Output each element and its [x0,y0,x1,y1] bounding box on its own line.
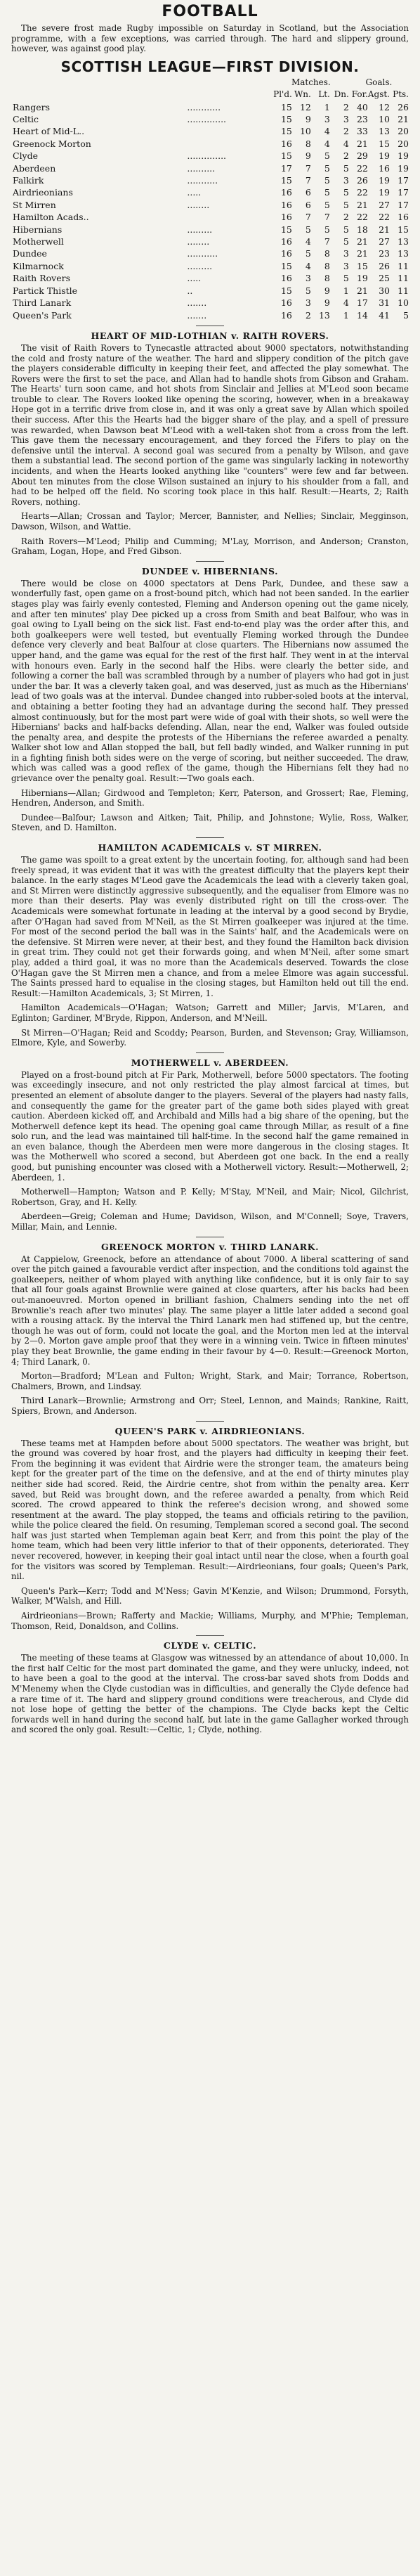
divider-rule [196,1421,224,1422]
lost-cell: 8 [324,260,330,271]
lost-cell: 7 [324,212,330,223]
league-row [11,247,409,259]
league-table-body [11,101,409,321]
won-cell: 7 [305,175,311,186]
drawn-cell: 2 [343,101,349,112]
goals-for-cell: 40 [356,101,368,112]
match-heading: GREENOCK MORTON v. THIRD LANARK. [100,1241,320,1252]
drawn-cell: 2 [343,126,349,137]
divider-rule [196,1052,224,1053]
drawn-cell: 5 [343,162,349,174]
team-name: Third Lanark [13,297,72,309]
played-cell: 15 [280,150,292,162]
points-cell: 15 [398,224,409,235]
lost-cell: 9 [324,285,330,296]
lost-cell: 7 [324,236,330,247]
points-cell: 13 [398,236,409,247]
league-group-header-row [11,77,409,89]
lost-cell: 3 [324,114,330,124]
team-name: Rangers [13,101,50,112]
league-row [11,138,409,150]
team-dots [187,138,273,150]
divider-rule [196,837,224,838]
lost-cell: 9 [324,297,330,309]
points-cell: 26 [398,101,409,112]
points-cell: 10 [398,297,409,309]
team-name: Hamilton Acads.. [13,212,89,223]
drawn-cell: 3 [343,248,349,259]
goals-for-cell: 22 [356,162,368,174]
team-name: Airdrieonians [13,187,73,198]
goals-against-cell: 26 [379,260,390,271]
goals-against-cell: 21 [379,224,390,235]
team-lineup-paragraph: Hamilton Academicals—O'Hagan; Watson; Garrett and Miller; Jarvis, M'Laren, and Eglinton; Gardiner, M'Bryde, Rippon, Anderson, and M'Neill. [11,1003,409,1023]
col-lost: Lt. [318,89,330,100]
team-name: Motherwell [13,236,64,247]
col-against: Agst. [367,89,390,100]
col-won: Wn. [294,89,311,100]
league-row [11,174,409,186]
won-cell: 5 [305,248,311,259]
goals-against-cell: 19 [379,150,390,162]
team-dots: ..... [187,273,202,284]
team-dots: .......... [187,162,216,174]
goals-for-cell: 29 [356,150,368,162]
drawn-cell: 5 [343,236,349,247]
goals-for-cell: 22 [356,212,368,223]
played-cell: 15 [280,114,292,124]
points-cell: 5 [403,309,409,321]
drawn-cell: 3 [343,175,349,186]
played-cell: 16 [280,199,292,210]
played-cell: 16 [280,212,292,223]
team-dots: ............ [187,101,221,112]
goals-for-cell: 17 [356,297,368,309]
intro-paragraph: The severe frost made Rugby impossible on Saturday in Scotland, but the Association programme, with a few exceptions, was carried through. The hard and slippery ground, however, was against good play. [11,23,409,54]
team-lineup-paragraph: Hearts—Allan; Crossan and Taylor; Mercer, Bannister, and Nellies; Sinclair, Megginson, Dawson, Wilson, and Wattie. [11,511,409,532]
team-name: St Mirren [13,199,56,210]
points-cell: 17 [398,187,409,198]
team-lineup-paragraph: Raith Rovers—M'Leod; Philip and Cumming; M'Lay, Morrison, and Anderson; Cranston, Graham, Logan, Hope, and Fred Gibson. [11,536,409,557]
played-cell: 16 [280,248,292,259]
lost-cell: 5 [324,150,330,162]
league-row [11,125,409,137]
league-row [11,199,409,211]
goals-against-cell: 30 [379,285,390,296]
played-cell: 15 [280,101,292,112]
won-cell: 3 [305,273,311,284]
won-cell: 4 [305,236,311,247]
goals-against-cell: 12 [379,101,390,112]
match-heading: DUNDEE v. HIBERNIANS. [141,565,279,577]
points-cell: 17 [398,199,409,210]
points-cell: 13 [398,248,409,259]
team-lineup-paragraph: Motherwell—Hampton; Watson and P. Kelly; M'Stay, M'Neil, and Mair; Nicol, Gilchrist, Robertson, Gray, and H. Kelly. [11,1187,409,1207]
team-dots: ........ [187,199,210,210]
team-dots: .............. [187,114,227,124]
won-cell: 5 [305,285,311,296]
played-cell: 16 [280,297,292,309]
league-title: SCOTTISH LEAGUE—FIRST DIVISION. [60,58,360,75]
match-heading: HEART OF MID-LOTHIAN v. RAITH ROVERS. [91,330,329,341]
league-row [11,150,409,162]
league-row [11,186,409,198]
team-lineup-paragraph: Hibernians—Allan; Girdwood and Templeton; Kerr, Paterson, and Grossert; Rae, Fleming, Hendren, Anderson, and Smith. [11,787,409,809]
lost-cell: 4 [324,138,330,149]
goals-against-cell: 19 [379,187,390,198]
lost-cell: 8 [324,273,330,284]
matches-group-header: Matches. [291,77,331,87]
points-cell: 17 [398,175,409,186]
section-title: FOOTBALL [162,3,258,20]
drawn-cell: 1 [343,285,349,296]
lost-cell: 13 [318,309,330,321]
drawn-cell: 5 [343,187,349,198]
match-report-paragraph: The visit of Raith Rovers to Tynecastle attracted about 9000 spectators, notwithstanding the cold and frosty nature of the weather. The hard and slippery condition of the pitch gave the players considerable difficulty in keeping their feet, and affected the play somewhat. The Rovers were the first to set the pace, and Allan had to handle shots from Gibson and Graham. The Hearts' turn soon came, and hot shots from Sinclair and Jellies at M'Leod soon became trouble to clear. The Rovers looked like opening the scoring, however, when in a breakaway Hope got in a terrific drive from close in, and it was only a great save by Allan which spoiled their success. After this the Hearts had the bigger share of the play, and a spell of pressure was rewarded, when Dawson beat M'Leod with a well-taken shot from a cross from the left. This gave them the necessary encouragement, and they forced the Fifers to play on the defensive until the interval. A second goal was secured from a penalty by Wilson, and gave them a substantial lead. The second portion of the game was singularly lacking in noteworthy incidents, and when the Hearts looked anything like "counters" were few and far between. About ten minutes from the close Wilson sustained an injury to his shoulder from a fall, and had to be helped off the field. No scoring took place in this half. Result:—Hearts, 2; Raith Rovers, nothing. [11,342,409,507]
team-name: Falkirk [13,175,44,186]
lost-cell: 5 [324,199,330,210]
team-lineup-paragraph: St Mirren—O'Hagan; Reid and Scoddy; Pearson, Burden, and Stevenson; Gray, Williamson, Elmore, Kyle, and Sowerby. [11,1027,409,1048]
lost-cell: 5 [324,224,330,235]
drawn-cell: 2 [343,150,349,162]
team-lineup-paragraph: Aberdeen—Greig; Coleman and Hume; Davidson, Wilson, and M'Connell; Soye, Travers, Millar, Main, and Lennie. [11,1211,409,1232]
played-cell: 16 [280,236,292,247]
lost-cell: 1 [324,101,330,112]
goals-against-cell: 23 [379,248,390,259]
points-cell: 11 [398,273,409,284]
drawn-cell: 4 [343,138,349,149]
team-name: Clyde [13,150,39,162]
drawn-cell: 1 [343,309,349,321]
team-lineup-paragraph: Dundee—Balfour; Lawson and Aitken; Tait, Philip, and Johnstone; Wylie, Ross, Walker, Steven, and D. Hamilton. [11,812,409,833]
team-name: Heart of Mid-L.. [13,126,85,137]
won-cell: 7 [305,212,311,223]
divider-rule [196,561,224,562]
drawn-cell: 5 [343,273,349,284]
won-cell: 7 [305,162,311,174]
points-cell: 21 [398,114,409,124]
team-dots: ......... [187,260,213,271]
league-row [11,272,409,284]
played-cell: 16 [280,309,292,321]
goals-against-cell: 27 [379,199,390,210]
won-cell: 6 [305,187,311,198]
drawn-cell: 3 [343,260,349,271]
league-row [11,113,409,125]
goals-for-cell: 19 [356,273,368,284]
team-dots: ........... [187,248,218,259]
team-name: Dundee [13,248,47,259]
goals-against-cell: 15 [379,138,390,149]
points-cell: 20 [398,126,409,137]
team-name: Celtic [13,114,39,124]
league-row [11,101,409,113]
match-heading: QUEEN'S PARK v. AIRDRIEONIANS. [114,1425,306,1436]
team-lineup-paragraph: Morton—Bradford; M'Lean and Fulton; Wright, Stark, and Mair; Torrance, Robertson, Chalmers, Brown, and Lindsay. [11,1371,409,1391]
league-row [11,297,409,309]
drawn-cell: 5 [343,224,349,235]
drawn-cell: 3 [343,114,349,124]
team-lineup-paragraph: Queen's Park—Kerr; Todd and M'Ness; Gavin M'Kenzie, and Wilson; Drummond, Forsyth, Walker, M'Walsh, and Hill. [11,1585,409,1606]
lost-cell: 4 [324,126,330,137]
goals-for-cell: 33 [356,126,368,137]
league-row [11,236,409,247]
goals-against-cell: 10 [379,114,390,124]
goals-group-header: Goals. [365,77,393,87]
points-cell: 20 [398,138,409,149]
match-report-paragraph: Played on a frost-bound pitch at Fir Park, Motherwell, before 5000 spectators. The footing was exceedingly insecure, and not only restricted the play almost farcical at times, but presented an element of absolute danger to the players. Several of the players had nasty falls, and consequently the game for the greater part of the game both sides played with great caution. Aberdeen kicked off, and Archibald and Mills had a big share of the opening, but the Motherwell defence kept its head. The opening goal came through Millar, as result of a fine solo run, and the lead was maintained till half-time. In the second half the game remained in an even balance, though the Aberdeen men were more dangerous in the closing stages. It was the Motherwell who scored a second, but Aberdeen got one back. In the end a really good, but punishing encounter was closed with a Motherwell victory. Result:—Motherwell, 2; Aberdeen, 1. [11,1069,409,1183]
goals-for-cell: 26 [356,175,368,186]
team-name: Kilmarnock [13,260,64,271]
match-report-paragraph: The game was spoilt to a great extent by the uncertain footing, for, although sand had been freely spread, it was evident that it was with the greatest difficulty that the players kept their balance. In the early stages M'Leod gave the Academicals the lead with a cleverly taken goal, and St Mirren were distinctly aggressive subsequently, and the equaliser from Elmore was no more than their deserts. Play was evenly distributed right on till the cross-over. The Academicals were somewhat fortunate in leading at the interval by a good second by Brydie, after O'Hagan had saved from M'Neil, as the St Mirren goalkeeper was injured at the time. For most of the second period the ball was in the Saints' half, and the Academicals were on the defensive. St Mirren were never, at their best, and they found the Hamilton back division in great trim. They could not get their forwards going, and when M'Neil, after some smart play, added a third goal, it was no more than the Academicals deserved. Towards the close O'Hagan gave the St Mirren men a chance, and from a melee Elmore was again successful. The Saints pressed hard to equalise in the closing stages, but Hamilton held out till the end. Result:—Hamilton Academicals, 3; St Mirren, 1. [11,855,409,998]
team-dots: ........ [187,236,210,247]
drawn-cell: 5 [343,199,349,210]
team-name: Greenock Morton [13,138,91,149]
drawn-cell: 2 [343,212,349,223]
league-row [11,211,409,223]
lost-cell: 8 [324,248,330,259]
match-report-paragraph: At Cappielow, Greenock, before an attendance of about 7000. A liberal scattering of sand over the pitch gained a favourable verdict after inspection, and the conditions told against the goalkeepers, neither of whom played with anything like confidence, but it is only fair to say that all four goals against Brownlie were gained at close quarters, after his backs had been out-manoeuvred. Morton opened in brilliant fashion, Chalmers sending into the net off Brownlie's reach after two minutes' play. The same player a little later added a second goal with a rousing attack. By the interval the Third Lanark men had stiffened up, but the centre, though he was out of form, could not locate the goal, and the Morton men led at the interval by 2—0. Morton gave ample proof that they were in a winning vein. Twice in fifteen minutes' play they beat Brownlie, the game ending in their favour by 4—0. Result:—Greenock Morton, 4; Third Lanark, 0. [11,1254,409,1367]
goals-for-cell: 22 [356,187,368,198]
points-cell: 16 [398,212,409,223]
won-cell: 4 [305,260,311,271]
drawn-cell: 4 [343,297,349,309]
match-reports [11,326,409,1735]
match-heading: CLYDE v. CELTIC. [163,1640,257,1651]
goals-for-cell: 21 [356,138,368,149]
won-cell: 3 [305,297,311,309]
league-column-header-row [11,89,409,101]
played-cell: 15 [280,260,292,271]
played-cell: 15 [280,126,292,137]
team-name: Partick Thistle [13,285,78,296]
team-dots [187,125,273,137]
match-heading: MOTHERWELL v. ABERDEEN. [131,1057,289,1068]
won-cell: 9 [305,114,311,124]
col-played: Pl'd. [273,89,292,100]
won-cell: 8 [305,138,311,149]
goals-for-cell: 18 [356,224,368,235]
league-row [11,162,409,174]
team-name: Raith Rovers [13,273,70,284]
team-dots: ........... [187,175,218,186]
goals-for-cell: 14 [356,309,368,321]
points-cell: 19 [398,150,409,162]
won-cell: 12 [299,101,311,112]
goals-for-cell: 21 [356,285,368,296]
goals-against-cell: 22 [379,212,390,223]
lost-cell: 5 [324,187,330,198]
team-name: Queen's Park [13,309,72,321]
goals-for-cell: 15 [356,260,368,271]
team-dots [187,211,273,223]
league-row [11,309,409,321]
goals-against-cell: 13 [379,126,390,137]
played-cell: 17 [280,162,292,174]
team-lineup-paragraph: Third Lanark—Brownlie; Armstrong and Orr; Steel, Lennon, and Mainds; Rankine, Raitt, Spiers, Brown, and Anderson. [11,1396,409,1416]
col-drawn: Dn. [334,89,349,100]
league-row [11,224,409,236]
match-report-paragraph: The meeting of these teams at Glasgow was witnessed by an attendance of about 10,000. In the first half Celtic for the most part dominated the game, and they were unlucky, indeed, not to have been a goal to the good at the interval. The cross-bar saved shots from Dodds and M'Menemy when the Clyde custodian was in difficulties, and generally the Clyde defence had a rare time of it. The hard and slippery ground conditions were treacherous, and Clyde did not lose hope of getting the better of the champions. The Clyde backs kept the Celtic forwards well in hand during the second half, but late in the game Gallagher worked through and scored the only goal. Result:—Celtic, 1; Clyde, nothing. [11,1653,409,1735]
played-cell: 16 [280,138,292,149]
won-cell: 10 [299,126,311,137]
match-heading: HAMILTON ACADEMICALS v. ST MIRREN. [98,842,322,854]
goals-for-cell: 23 [356,114,368,124]
played-cell: 15 [280,285,292,296]
goals-against-cell: 31 [379,297,390,309]
team-dots: ....... [187,297,207,309]
points-cell: 11 [398,260,409,271]
won-cell: 6 [305,199,311,210]
goals-for-cell: 21 [356,248,368,259]
team-dots: ......... [187,224,213,235]
league-row [11,285,409,297]
league-row [11,260,409,272]
team-name: Aberdeen [13,162,56,174]
played-cell: 15 [280,175,292,186]
team-name: Hibernians [13,224,63,235]
match-report-paragraph: These teams met at Hampden before about 5000 spectators. The weather was bright, but the ground was covered by hoar frost, and the players had difficulty in keeping their feet. From the beginning it was evident that Airdrie were the stronger team, the amateurs being kept for the greater part of the time on the defensive, and at the end of thirty minutes play neither side had scored. Reid, the Airdrie centre, shot from within the penalty area. Kerr saved, but Reid was brought down, and the referee awarded a penalty, from which Reid scored. The crowd appeared to think the referee's decision wrong, and showed some resentment at the award. The play stopped, the teams and officials retiring to the pavilion, while the police cleared the field. On resuming, Templeman scored a second goal. The second half was just started when Templeman again beat Kerr, and from this point the play of the home team, which had been very little inferior to that of their opponents, deteriorated. They never recovered, however, in keeping their goal intact until near the close, when a fourth goal for the visitors was scored by Templeman. Result:—Airdrieonians, four goals; Queen's Park, nil. [11,1438,409,1582]
points-cell: 19 [398,162,409,174]
goals-for-cell: 21 [356,199,368,210]
col-points: Pts. [393,89,409,100]
won-cell: 2 [305,309,311,321]
won-cell: 5 [305,224,311,235]
lost-cell: 5 [324,162,330,174]
col-for: For. [351,89,368,100]
team-dots: ....... [187,309,207,321]
team-dots: ..... [187,187,202,198]
team-dots: .............. [187,150,227,162]
lost-cell: 5 [324,175,330,186]
played-cell: 16 [280,273,292,284]
divider-rule [196,1635,224,1636]
team-dots: .. [187,285,193,296]
goals-against-cell: 16 [379,162,390,174]
goals-for-cell: 21 [356,236,368,247]
played-cell: 16 [280,187,292,198]
goals-against-cell: 27 [379,236,390,247]
match-report-paragraph: There would be close on 4000 spectators at Dens Park, Dundee, and these saw a wonderfully fast, open game on a frost-bound pitch, which had not been sanded. In the earlier stages play was fairly evenly contested, Fleming and Anderson opening out the game nicely, and after ten minutes' play Dee picked up a cross from Smith and beat Balfour, who was in goal owing to Lyall being on the sick list. Fast end-to-end play was the order after this, and both goalkeepers were well tested, but eventually Fleming worked through the Dundee defence very cleverly and beat Balfour at close quarters. The Hibernians now assumed the upper hand, and the game was equal for the rest of the first half. They went in at the interval with honours even. Early in the second half the Hibs. were clearly the better side, and following a corner the ball was scrambled through by a number of players who had got in just under the bar. It was a cleverly taken goal, and was deserved, just as much as the Hibernians' lead of two goals was at the interval. Dundee changed into rubber-soled boots at the interval, and obtaining a better footing they had an advantage during the second half. They pressed almost continuously, but for the most part were wide of goal with their shots, so well were the Hibernians' backs and half-backs defending. Allan, near the end, Walker was fouled outside the penalty area, and despite the protests of the Hibernians the referee awarded a penalty. Walker shot low and Allan stopped the ball, but fell badly winded, and Walker running in put in a fighting finish both sides were on the verge of scoring, but neither succeeded. The draw, which was called was a good reflex of the game, though the Hibernians felt they had no grievance over the penalty goal. Result:—Two goals each. [11,578,409,784]
won-cell: 9 [305,150,311,162]
points-cell: 11 [398,285,409,296]
goals-against-cell: 41 [379,309,390,321]
played-cell: 15 [280,224,292,235]
league-table [11,77,409,321]
team-lineup-paragraph: Airdrieonians—Brown; Rafferty and Mackie; Williams, Murphy, and M'Phie; Templeman, Thomson, Reid, Donaldson, and Collins. [11,1611,409,1631]
goals-against-cell: 19 [379,175,390,186]
goals-against-cell: 25 [379,273,390,284]
